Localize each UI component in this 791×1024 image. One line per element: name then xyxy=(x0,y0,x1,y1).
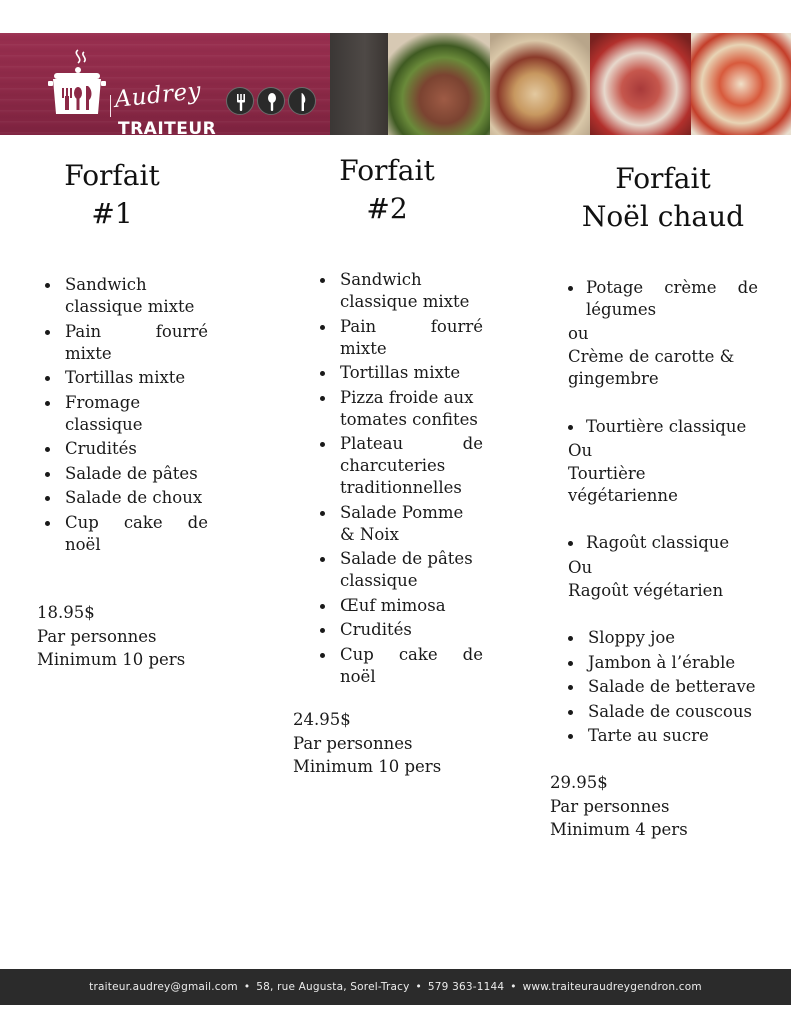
list-item: Tourtière végétarienne xyxy=(568,464,678,505)
minimum-guests: Minimum 10 pers xyxy=(293,757,442,776)
list-item: Jambon à l’érable xyxy=(563,652,763,674)
cooking-pot-icon xyxy=(48,48,106,118)
food-photo-terrine xyxy=(388,33,490,135)
list-item: Plateau de charcuteries traditionnelles xyxy=(315,433,483,499)
price: 18.95$ xyxy=(37,603,95,622)
or-separator: Ou xyxy=(568,558,593,577)
banner-divider-strip xyxy=(330,33,388,135)
list-item: Pain fourré mixte xyxy=(315,316,483,360)
list-item: Œuf mimosa xyxy=(315,595,483,617)
list-item: Ragoût classique xyxy=(568,532,729,554)
brand-word-name: TRAITEUR xyxy=(118,119,217,135)
forfait-1-pricing xyxy=(37,601,185,672)
fork-icon xyxy=(226,87,254,115)
forfait-3-pricing xyxy=(550,771,688,842)
list-item: Pain fourré mixte xyxy=(40,321,208,365)
brand-script-name: Audrey xyxy=(113,78,203,113)
spoon-icon xyxy=(257,87,285,115)
list-item: Potage crème de légumes xyxy=(568,277,758,321)
list-item: Salade de choux xyxy=(40,487,208,509)
separator-dot: • xyxy=(415,981,422,993)
or-separator: Ou xyxy=(568,441,593,460)
forfait-2-pricing xyxy=(293,708,441,779)
list-item: Tourtière classique xyxy=(568,416,746,438)
forfait-3-title: Forfait Noël chaud xyxy=(581,162,745,233)
list-item: Cup cake de noël xyxy=(40,512,208,556)
price-unit: Par personnes xyxy=(550,796,670,816)
email-link[interactable]: traiteur.audrey@gmail.com xyxy=(89,981,238,993)
separator-dot: • xyxy=(510,981,517,993)
list-item: Crudités xyxy=(40,438,208,460)
website-link[interactable]: www.traiteuraudreygendron.com xyxy=(522,981,702,993)
list-item: Salade de pâtes xyxy=(40,463,208,485)
price: 24.95$ xyxy=(293,710,351,729)
forfait-2-title: Forfait #2 xyxy=(339,154,435,225)
food-photo-canapes xyxy=(490,33,590,135)
contact-footer xyxy=(0,969,791,1005)
list-item: Cup cake de noël xyxy=(315,644,483,688)
price: 29.95$ xyxy=(550,773,608,792)
list-item: Tarte au sucre xyxy=(563,725,763,747)
list-item: Fromage classique xyxy=(40,392,208,436)
separator-dot: • xyxy=(243,981,251,993)
list-item: Salade de couscous xyxy=(563,701,763,723)
list-item: Crème de carotte & gingembre xyxy=(568,347,735,388)
header-banner xyxy=(0,33,791,135)
phone-link[interactable]: 579 363-1144 xyxy=(427,981,505,993)
list-item: Sandwich classique mixte xyxy=(315,269,483,313)
price-unit: Par personnes xyxy=(37,626,157,646)
food-photo-tartare xyxy=(590,33,691,135)
list-item: Salade de pâtes classique xyxy=(315,548,483,592)
address-text: 58, rue Augusta, Sorel-Tracy xyxy=(256,981,410,993)
or-separator: ou xyxy=(568,324,589,343)
list-item: Pizza froide aux tomates confites xyxy=(315,387,483,431)
forfait-2-menu-list xyxy=(315,269,483,688)
list-item: Salade Pomme & Noix xyxy=(315,502,483,546)
forfait-1-title: Forfait #1 xyxy=(64,159,160,230)
list-item: Tortillas mixte xyxy=(40,367,208,389)
list-item: Sandwich classique mixte xyxy=(40,274,208,318)
forfait-1-menu-list xyxy=(40,274,208,556)
minimum-guests: Minimum 4 pers xyxy=(550,820,688,839)
list-item: Sloppy joe xyxy=(563,627,763,649)
brand-logo-panel xyxy=(0,33,330,135)
forfait-3-menu-list xyxy=(563,627,763,747)
list-item: Crudités xyxy=(315,619,483,641)
list-item: Salade de betterave xyxy=(563,676,763,698)
knife-icon xyxy=(288,87,316,115)
price-unit: Par personnes xyxy=(293,733,413,753)
minimum-guests: Minimum 10 pers xyxy=(37,650,186,669)
food-photo-pizza xyxy=(691,33,791,135)
list-item: Tortillas mixte xyxy=(315,362,483,384)
list-item: Ragoût végétarien xyxy=(568,581,724,600)
